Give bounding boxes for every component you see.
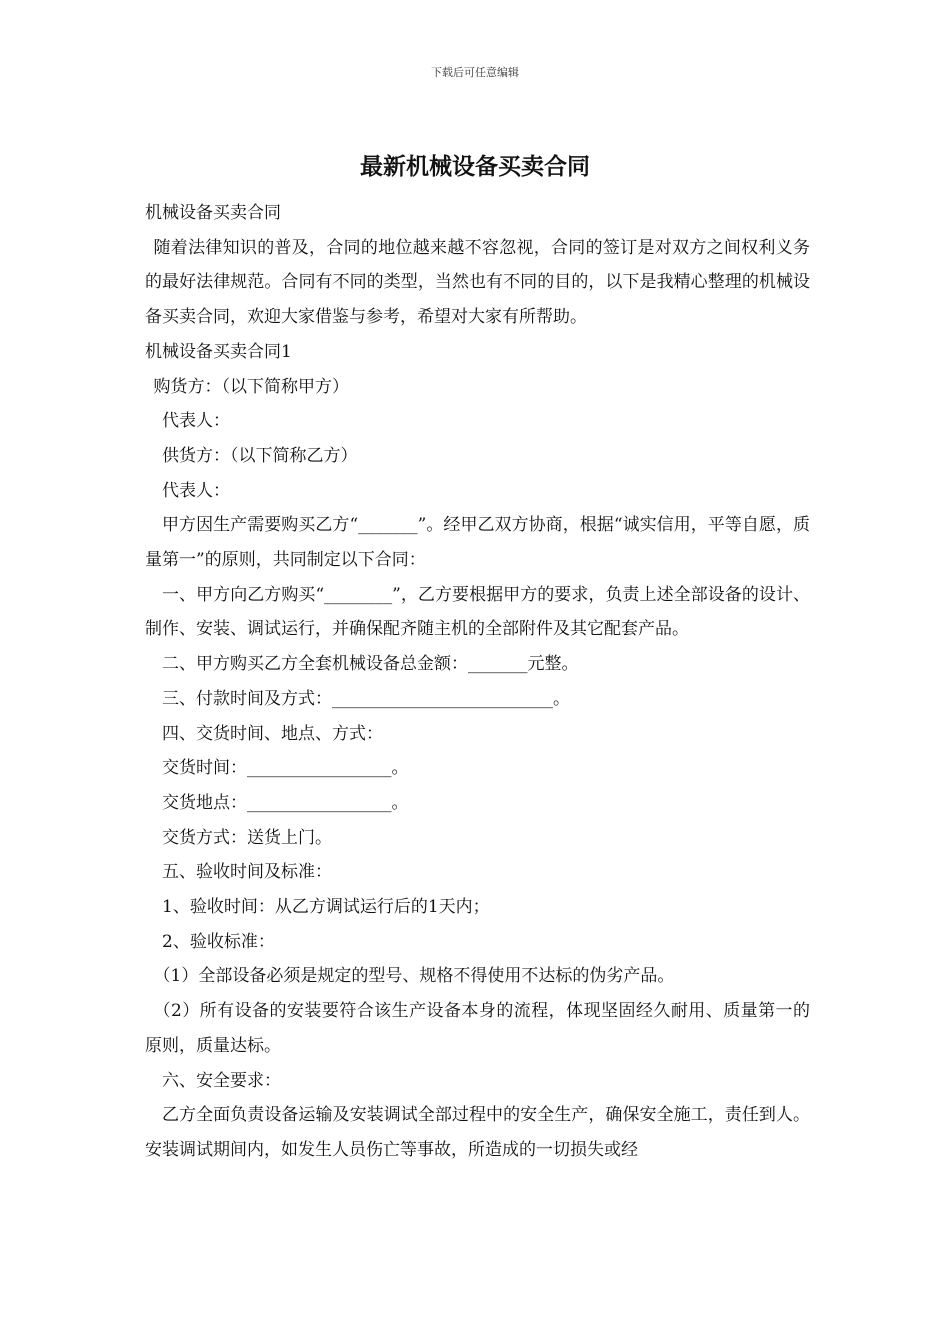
paragraph-acceptance-standard: 2、验收标准： — [162, 931, 275, 952]
paragraph-subtitle: 机械设备买卖合同 — [145, 203, 281, 223]
paragraph-clause-4: 四、交货时间、地点、方式： — [162, 723, 383, 744]
paragraph-section-heading: 机械设备买卖合同1 — [145, 341, 292, 362]
paragraph-preamble: 甲方因生产需要购买乙方“_______”。经甲乙双方协商，根据“诚实信用，平等自愿，质量第一”的原则，共同制定以下合同： — [145, 515, 810, 571]
document-title: 最新机械设备买卖合同 — [360, 153, 590, 180]
paragraph-buyer: 购货方：（以下简称甲方） — [153, 376, 349, 397]
paragraph-delivery-place: 交货地点：_________________。 — [162, 792, 409, 813]
paragraph-supplier-rep: 代表人： — [162, 480, 230, 501]
paragraph-delivery-time: 交货时间：_________________。 — [162, 758, 409, 779]
paragraph-clause-3: 三、付款时间及方式：__________________________。 — [162, 688, 570, 709]
paragraph-delivery-method: 交货方式：送货上门。 — [162, 827, 332, 848]
paragraph-supplier: 供货方：（以下简称乙方） — [162, 445, 358, 466]
paragraph-standard-2: （2）所有设备的安装要符合该生产设备本身的流程，体现坚固经久耐用、质量第一的原则，质量达标。 — [145, 1001, 810, 1056]
paragraph-clause-6: 六、安全要求： — [162, 1070, 281, 1091]
document-body — [145, 196, 810, 1168]
paragraph-clause-1: 一、甲方向乙方购买“________”，乙方要根据甲方的要求，负责上述全部设备的设计、制作、安装、调试运行，并确保配齐随主机的全部附件及其它配套产品。 — [145, 584, 810, 640]
paragraph-acceptance-time: 1、验收时间：从乙方调试运行后的1天内； — [162, 897, 490, 918]
paragraph-safety: 乙方全面负责设备运输及安装调试全部过程中的安全生产，确保安全施工，责任到人。安装调试期间内，如发生人员伤亡等事故，所造成的一切损失或经 — [145, 1105, 810, 1160]
header-note: 下载后可任意编辑 — [431, 66, 519, 79]
paragraph-clause-5: 五、验收时间及标准： — [162, 862, 332, 883]
paragraph-buyer-rep: 代表人： — [162, 411, 230, 432]
paragraph-clause-2: 二、甲方购买乙方全套机械设备总金额：_______元整。 — [162, 654, 579, 675]
paragraph-standard-1: （1）全部设备必须是规定的型号、规格不得使用不达标的伪劣产品。 — [153, 966, 675, 987]
paragraph-intro: 随着法律知识的普及，合同的地位越来越不容忽视，合同的签订是对双方之间权利义务的最好法律规范。合同有不同的类型，当然也有不同的目的，以下是我精心整理的机械设备买卖合同，欢迎大家借鉴与参考，希望对大家有所帮助。 — [145, 237, 810, 328]
